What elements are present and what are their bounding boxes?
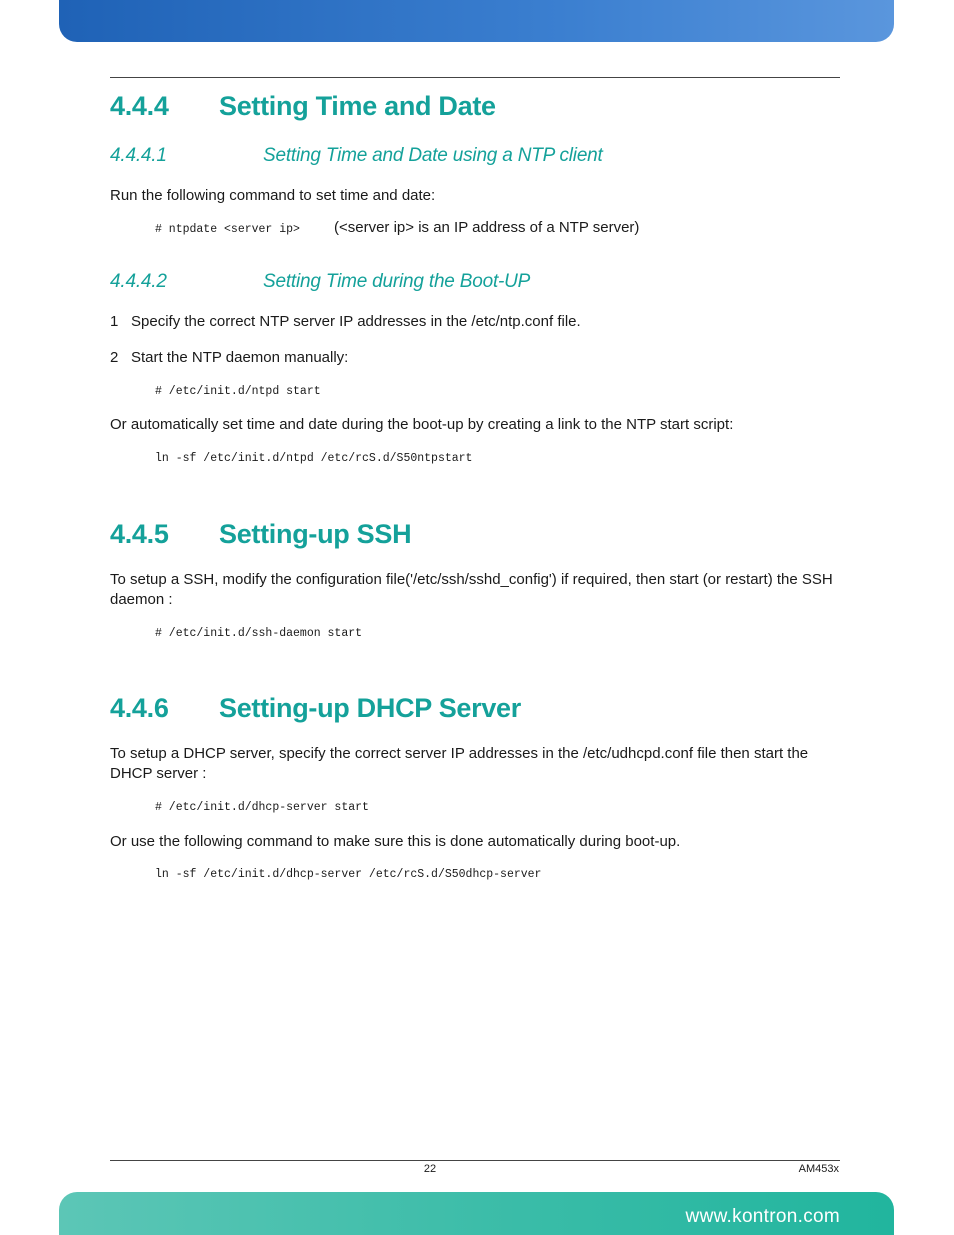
code-ssh-start: # /etc/init.d/ssh-daemon start — [155, 627, 363, 640]
paragraph-dhcp: To setup a DHCP server, specify the correct server IP addresses in the /etc/udhcpd.conf file then start the DHCP server : — [110, 745, 809, 782]
code-note: (<server ip> is an IP address of a NTP server) — [334, 219, 640, 236]
heading-4-4-5 — [110, 519, 411, 550]
footer-rule — [110, 1160, 840, 1161]
heading-4-4-6 — [110, 693, 521, 724]
paragraph-run-command: Run the following command to set time and date: — [110, 187, 436, 204]
heading-title: Setting-up SSH — [219, 519, 412, 549]
heading-number: 4.4.4.1 — [110, 145, 167, 166]
heading-number: 4.4.5 — [110, 519, 169, 549]
list-number: 2 — [110, 349, 119, 366]
code-dhcp-link: ln -sf /etc/init.d/dhcp-server /etc/rcS.d/S50dhcp-server — [155, 868, 542, 881]
footer-banner — [59, 1192, 894, 1235]
list-text: Specify the correct NTP server IP addresses in the /etc/ntp.conf file. — [131, 313, 581, 330]
code-ntp-link: ln -sf /etc/init.d/ntpd /etc/rcS.d/S50ntpstart — [155, 452, 473, 465]
list-text: Start the NTP daemon manually: — [131, 349, 349, 366]
heading-title: Setting Time and Date — [219, 91, 496, 121]
list-item — [110, 312, 581, 332]
header-rule — [110, 77, 840, 78]
heading-title: Setting Time during the Boot-UP — [263, 271, 531, 292]
paragraph-ssh: To setup a SSH, modify the configuration file('/etc/ssh/sshd_config') if required, then start (or restart) the SSH daemon : — [110, 571, 833, 608]
product-name: AM453x — [798, 1163, 839, 1175]
page-number: 22 — [423, 1163, 437, 1175]
heading-number: 4.4.4 — [110, 91, 169, 121]
heading-title: Setting Time and Date using a NTP client — [263, 145, 603, 166]
heading-title: Setting-up DHCP Server — [219, 693, 521, 723]
heading-number: 4.4.6 — [110, 693, 169, 723]
paragraph-dhcp-auto: Or use the following command to make sure this is done automatically during boot-up. — [110, 833, 681, 850]
heading-4-4-4-2 — [110, 271, 530, 293]
list-item — [110, 348, 348, 368]
header-banner — [59, 0, 894, 42]
heading-number: 4.4.4.2 — [110, 271, 167, 292]
heading-4-4-4 — [110, 91, 496, 122]
heading-4-4-4-1 — [110, 145, 603, 167]
paragraph-auto-boot: Or automatically set time and date during the boot-up by creating a link to the NTP start script: — [110, 416, 734, 433]
list-number: 1 — [110, 313, 119, 330]
code-ntpd-start: # /etc/init.d/ntpd start — [155, 385, 321, 398]
code-dhcp-start: # /etc/init.d/dhcp-server start — [155, 801, 369, 814]
code-ntpdate: # ntpdate <server ip> — [155, 223, 300, 236]
website-link[interactable]: www.kontron.com — [685, 1206, 840, 1227]
